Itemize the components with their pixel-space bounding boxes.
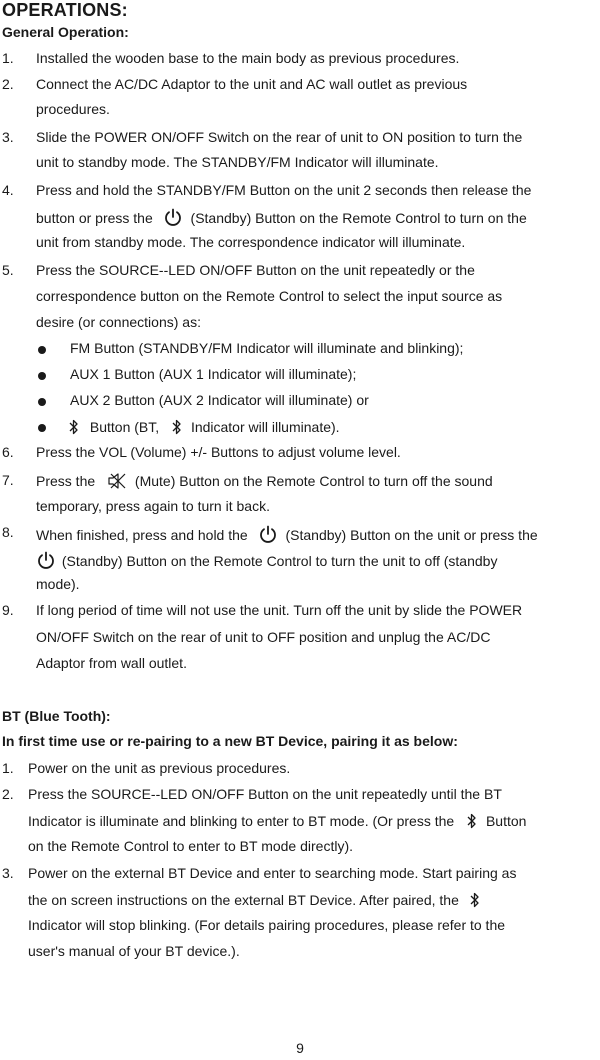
item-number: 6. (2, 444, 14, 460)
item-text: desire (or connections) as: (36, 314, 201, 330)
mute-icon (107, 472, 127, 493)
item-number: 1. (2, 760, 14, 776)
item-text: Slide the POWER ON/OFF Switch on the rear of unit to ON position to turn the (36, 129, 523, 145)
item-text: correspondence button on the Remote Control to select the input source as (36, 288, 503, 304)
page-number: 9 (296, 1040, 304, 1056)
bluetooth-icon (469, 891, 481, 912)
item-text-part: Button (485, 813, 527, 829)
item-text: temporary, press again to turn it back. (36, 498, 270, 514)
item-number: 2. (2, 786, 14, 802)
item-text: Press the SOURCE--LED ON/OFF Button on the unit repeatedly or the (36, 262, 475, 278)
item-text: Power on the external BT Device and enter to searching mode. Start pairing as (28, 865, 517, 881)
item-number: 9. (2, 602, 14, 618)
item-text: Power on the unit as previous procedures. (28, 760, 291, 776)
item-text (28, 891, 481, 912)
item-text-part: Press the (36, 473, 96, 489)
item-text: on the Remote Control to enter to BT mode directly). (28, 838, 354, 854)
item-text: user's manual of your BT device.). (28, 943, 240, 959)
bullet-dot (38, 372, 46, 380)
power-icon (258, 524, 278, 547)
item-text: Indicator will stop blinking. (For details pairing procedures, please refer to the (28, 917, 506, 933)
item-number: 8. (2, 524, 14, 540)
item-number: 3. (2, 865, 14, 881)
item-number: 5. (2, 262, 14, 278)
item-text-part: Indicator is illuminate and blinking to enter to BT mode. (Or press the (28, 813, 455, 829)
item-text-part: (Standby) Button on the unit or press the (285, 527, 538, 543)
bluetooth-icon (171, 418, 183, 439)
item-text (36, 207, 527, 230)
item-text-part: (Standby) Button on the Remote Control to turn on the (190, 210, 527, 226)
bullet-dot (38, 424, 46, 432)
bullet-text: AUX 2 Button (AUX 2 Indicator will illuminate) or (70, 392, 369, 408)
bullet-text: AUX 1 Button (AUX 1 Indicator will illuminate); (70, 366, 357, 382)
item-number: 2. (2, 76, 14, 92)
item-text (28, 812, 526, 833)
general-operation-title: General Operation: (2, 24, 129, 40)
item-text: unit from standby mode. The correspondence indicator will illuminate. (36, 234, 466, 250)
item-text-part: (Mute) Button on the Remote Control to turn off the sound (134, 473, 493, 489)
item-text: Connect the AC/DC Adaptor to the unit and AC wall outlet as previous (36, 76, 468, 92)
item-number: 1. (2, 50, 14, 66)
bullet-dot (38, 398, 46, 406)
item-number: 7. (2, 472, 14, 488)
item-text (36, 524, 538, 547)
bullet-dot (38, 346, 46, 354)
item-text: Press the SOURCE--LED ON/OFF Button on the unit repeatedly until the BT (28, 786, 502, 802)
bt-subtitle: In first time use or re-pairing to a new BT Device, pairing it as below: (2, 733, 458, 749)
item-text (36, 472, 493, 493)
item-text-part: (Standby) Button on the Remote Control to turn the unit to off (standby (61, 553, 498, 569)
bullet-text-part: Button (BT, (89, 419, 160, 435)
item-number: 4. (2, 182, 14, 198)
item-text: Press and hold the STANDBY/FM Button on the unit 2 seconds then release the (36, 182, 532, 198)
bullet-text (68, 418, 340, 439)
item-text: Adaptor from wall outlet. (36, 655, 187, 671)
bluetooth-icon (466, 812, 478, 833)
item-number: 3. (2, 129, 14, 145)
power-icon (36, 550, 56, 573)
item-text: Installed the wooden base to the main body as previous procedures. (36, 50, 460, 66)
item-text-part: the on screen instructions on the external BT Device. After paired, the (28, 892, 459, 908)
item-text: unit to standby mode. The STANDBY/FM Indicator will illuminate. (36, 154, 439, 170)
item-text: procedures. (36, 101, 110, 117)
bullet-text: FM Button (STANDBY/FM Indicator will illuminate and blinking); (70, 340, 464, 356)
page-heading: OPERATIONS: (2, 0, 128, 20)
item-text-part: button or press the (36, 210, 153, 226)
item-text-part: When finished, press and hold the (36, 527, 248, 543)
bullet-text-part: Indicator will illuminate). (190, 419, 340, 435)
bt-title: BT (Blue Tooth): (2, 708, 111, 724)
item-text (36, 550, 497, 573)
bluetooth-icon (68, 418, 80, 439)
item-text: ON/OFF Switch on the rear of unit to OFF position and unplug the AC/DC (36, 629, 491, 645)
item-text: If long period of time will not use the unit. Turn off the unit by slide the POWER (36, 602, 523, 618)
item-text: mode). (36, 576, 80, 592)
item-text: Press the VOL (Volume) +/- Buttons to adjust volume level. (36, 444, 401, 460)
power-icon (163, 207, 183, 230)
